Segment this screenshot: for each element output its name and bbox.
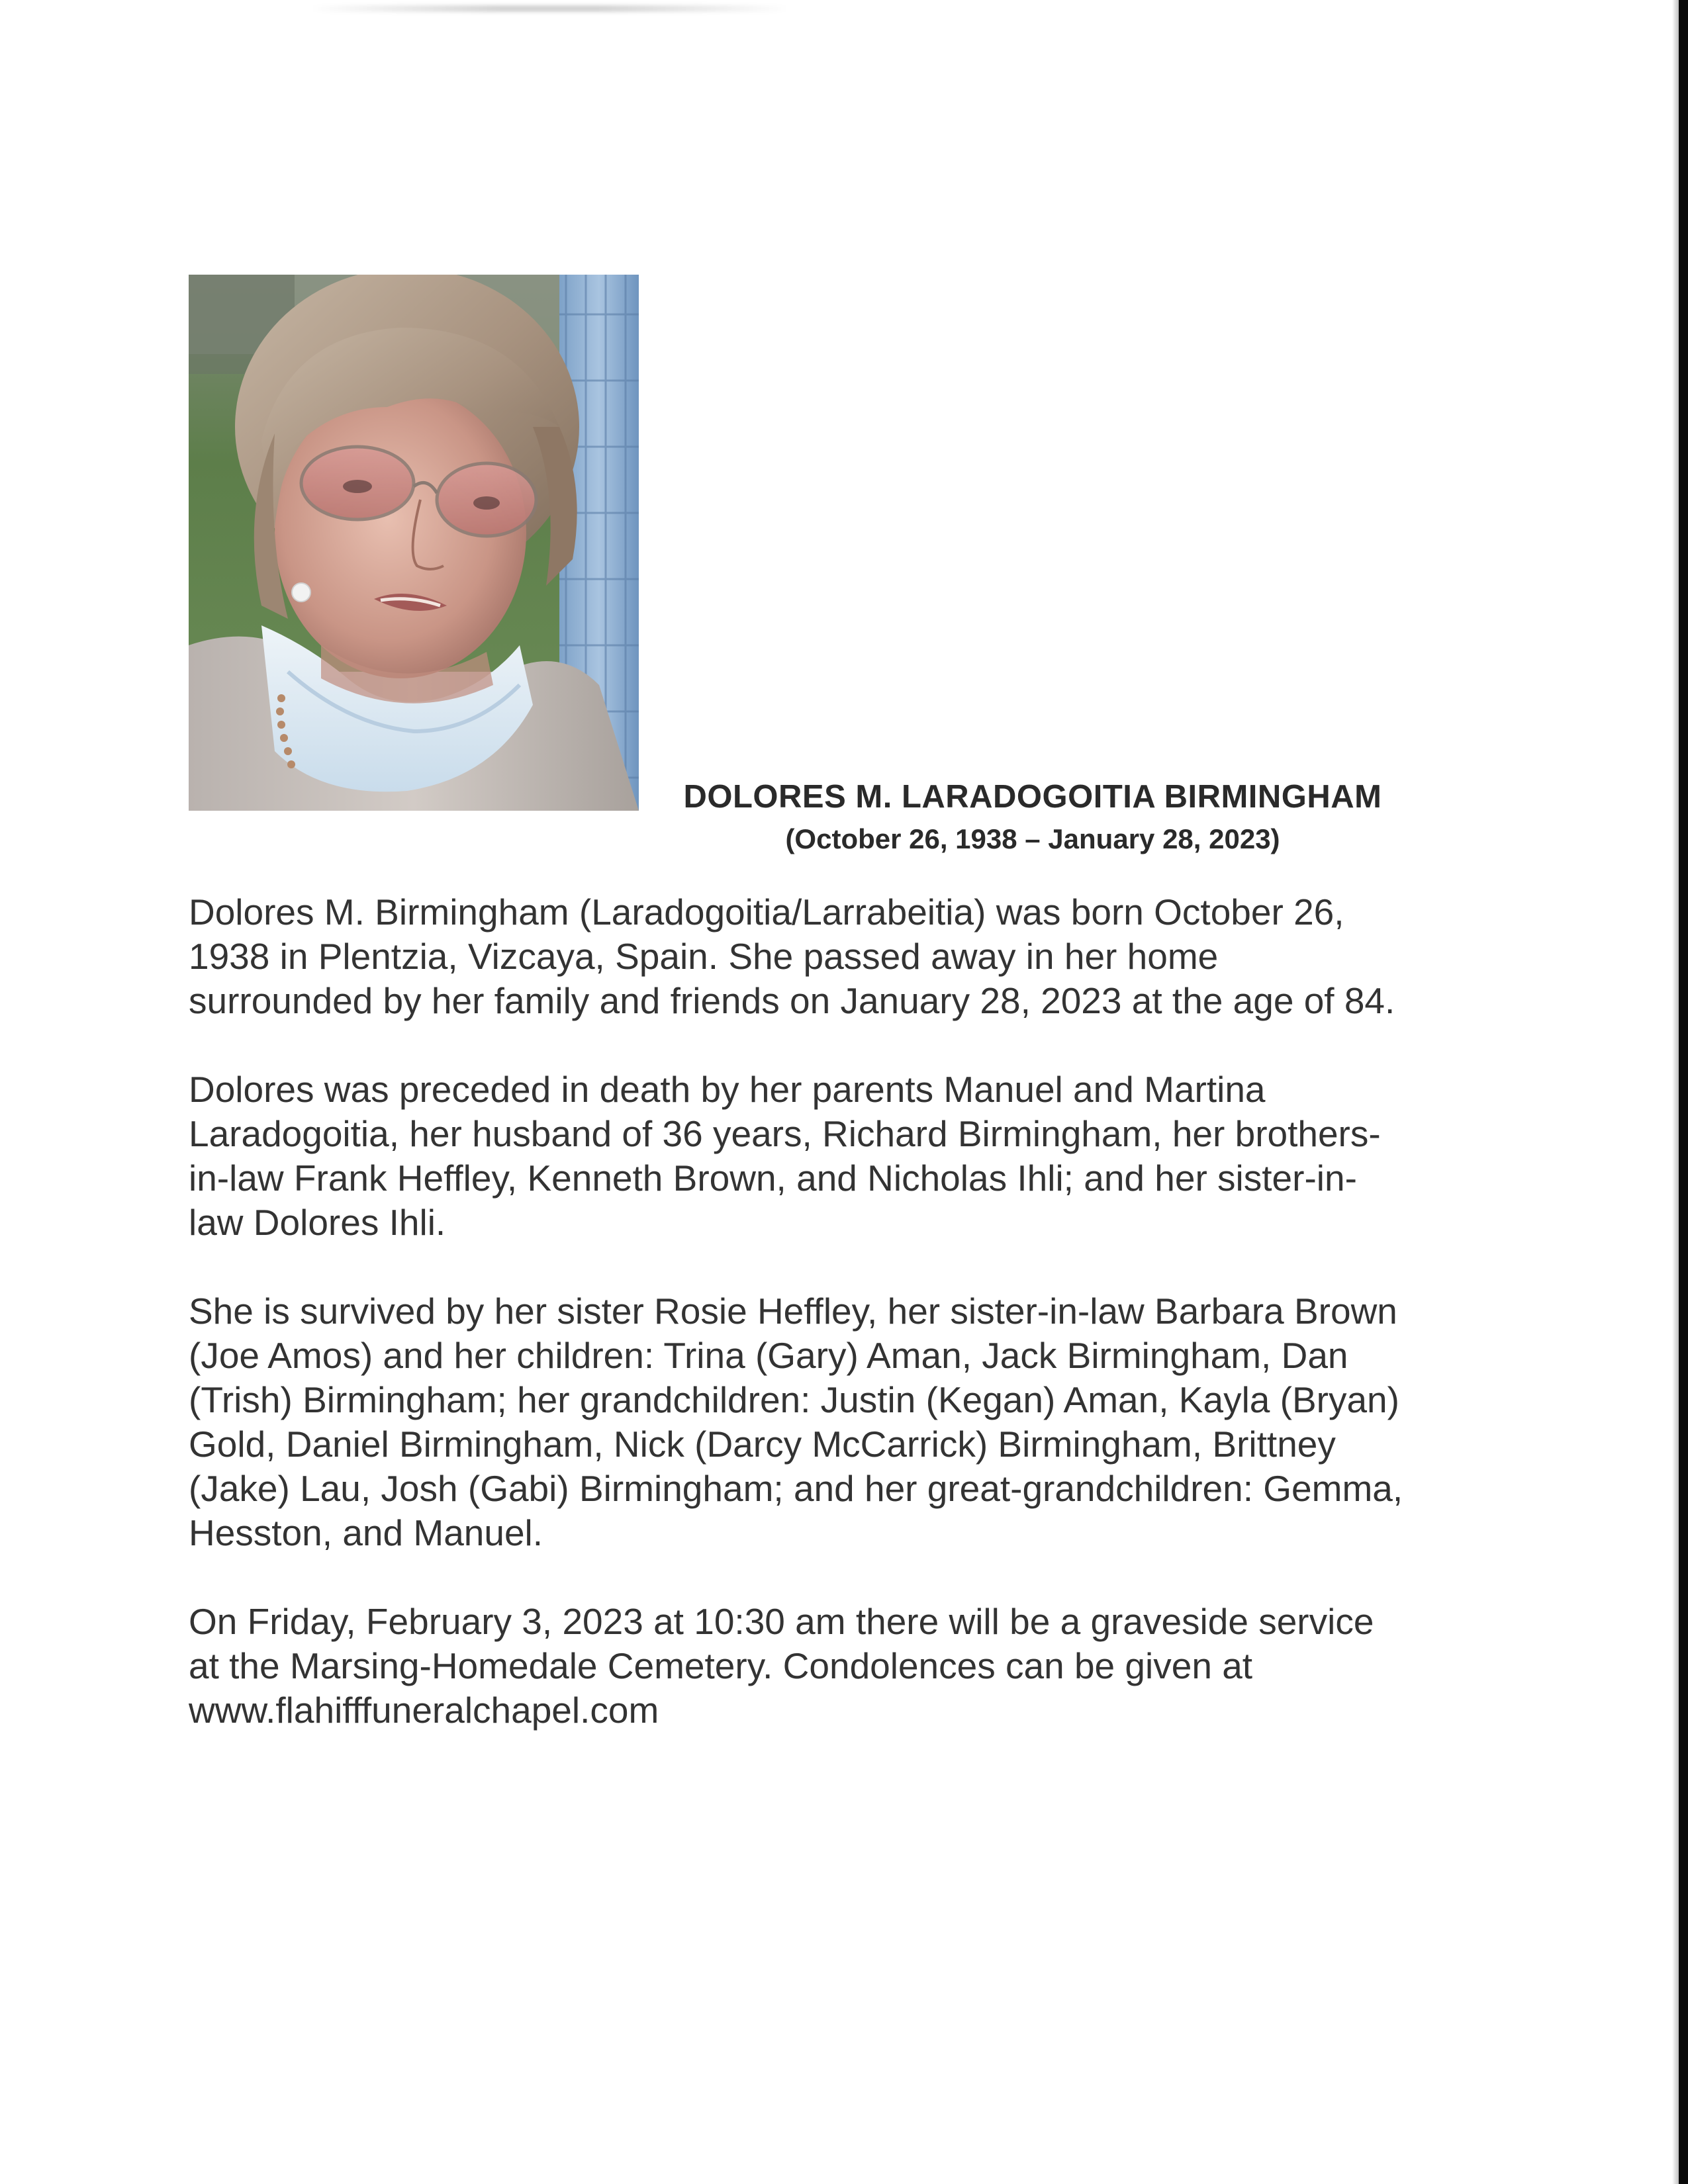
obituary-body [189, 890, 1499, 1777]
text-line: Hesston, and Manuel. [189, 1512, 543, 1553]
text-line: She is survived by her sister Rosie Heffley, her sister-in-law Barbara Brown [189, 1291, 1397, 1332]
condolence-url: www.flahifffuneralchapel.com [189, 1690, 659, 1731]
text-line: 1938 in Plentzia, Vizcaya, Spain. She passed away in her home [189, 936, 1219, 977]
paragraph-survived [189, 1289, 1499, 1555]
text-line: Laradogoitia, her husband of 36 years, Richard Birmingham, her brothers- [189, 1113, 1381, 1154]
scan-smudge [311, 5, 788, 12]
scan-edge [1679, 0, 1688, 2184]
text-line: Gold, Daniel Birmingham, Nick (Darcy McCarrick) Birmingham, Brittney [189, 1424, 1336, 1465]
text-line: Dolores M. Birmingham (Laradogoitia/Larrabeitia) was born October 26, [189, 891, 1344, 933]
text-line: at the Marsing-Homedale Cemetery. Condolences can be given at [189, 1645, 1253, 1686]
scan-edge-shadow [1672, 0, 1679, 2184]
obituary-header [655, 776, 1410, 860]
text-line: law Dolores Ihli. [189, 1202, 446, 1243]
paragraph-birth [189, 890, 1499, 1023]
text-line: On Friday, February 3, 2023 at 10:30 am there will be a graveside service [189, 1601, 1374, 1642]
text-line: Dolores was preceded in death by her parents Manuel and Martina [189, 1069, 1266, 1110]
deceased-name: DOLORES M. LARADOGOITIA BIRMINGHAM [683, 779, 1382, 815]
paragraph-preceded [189, 1068, 1499, 1245]
text-line: surrounded by her family and friends on January 28, 2023 at the age of 84. [189, 980, 1395, 1021]
text-line: (Trish) Birmingham; her grandchildren: Justin (Kegan) Aman, Kayla (Bryan) [189, 1379, 1399, 1420]
text-line: (Jake) Lau, Josh (Gabi) Birmingham; and her great-grandchildren: Gemma, [189, 1468, 1403, 1509]
text-line: in-law Frank Heffley, Kenneth Brown, and Nicholas Ihli; and her sister-in- [189, 1158, 1357, 1199]
portrait-photo [189, 275, 639, 811]
text-line: (Joe Amos) and her children: Trina (Gary) Aman, Jack Birmingham, Dan [189, 1335, 1348, 1376]
paragraph-service [189, 1600, 1499, 1733]
life-dates: (October 26, 1938 – January 28, 2023) [785, 823, 1280, 854]
